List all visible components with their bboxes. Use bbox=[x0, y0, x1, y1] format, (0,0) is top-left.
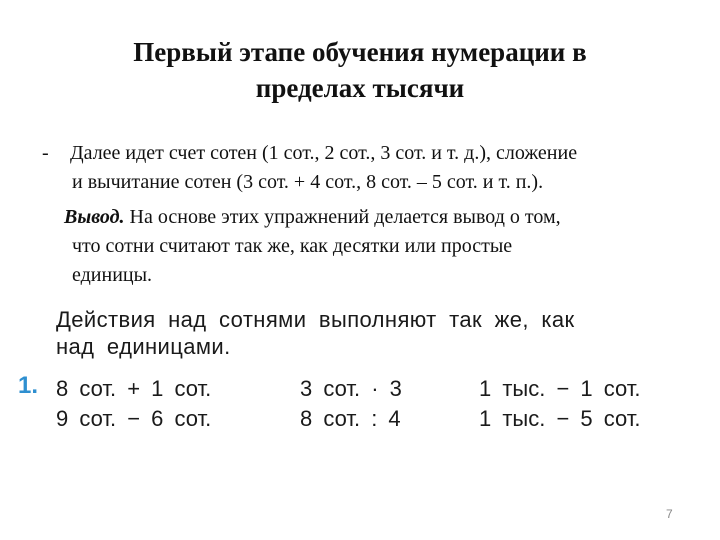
conclusion-line-1 bbox=[42, 203, 692, 232]
page-number: 7 bbox=[666, 507, 673, 521]
conclusion-line-3: единицы. bbox=[72, 264, 153, 286]
conclusion-lead: Вывод. bbox=[64, 206, 125, 228]
exercise-cell: 1 тыс. − 5 сот. bbox=[479, 406, 641, 431]
exercise-cell: 3 сот. · 3 bbox=[300, 376, 402, 401]
bullet-line-2: и вычитание сотен (3 сот. + 4 сот., 8 сот. – 5 сот. и т. п.). bbox=[72, 171, 544, 193]
bullet-paragraph bbox=[42, 139, 692, 197]
bullet-line-1 bbox=[42, 139, 692, 168]
excerpt-heading-line-2: над единицами. bbox=[56, 334, 231, 359]
slide-title-line-2: пределах тысячи bbox=[255, 73, 465, 103]
exercise-cell: 1 тыс. − 1 сот. bbox=[479, 376, 641, 401]
bullet-dash: - bbox=[42, 142, 49, 164]
slide-title bbox=[40, 34, 680, 106]
conclusion-paragraph bbox=[42, 203, 692, 290]
bullet-text-1: Далее идет счет сотен (1 сот., 2 сот., 3 сот. и т. д.), сложение bbox=[70, 142, 578, 164]
conclusion-line-2: что сотни считают так же, как десятки или простые bbox=[72, 235, 513, 257]
exercise-cell: 8 сот. : 4 bbox=[300, 406, 401, 431]
textbook-excerpt bbox=[14, 300, 686, 442]
excerpt-heading bbox=[56, 306, 575, 360]
exercise-cell: 8 сот. + 1 сот. bbox=[56, 376, 212, 401]
exercise-cell: 9 сот. − 6 сот. bbox=[56, 406, 212, 431]
slide-title-line-1: Первый этапе обучения нумерации в bbox=[133, 37, 587, 67]
exercise-number: 1. bbox=[18, 372, 39, 399]
excerpt-heading-line-1: Действия над сотнями выполняют так же, как bbox=[56, 307, 575, 332]
conclusion-text-1: На основе этих упражнений делается вывод о том, bbox=[124, 206, 561, 228]
